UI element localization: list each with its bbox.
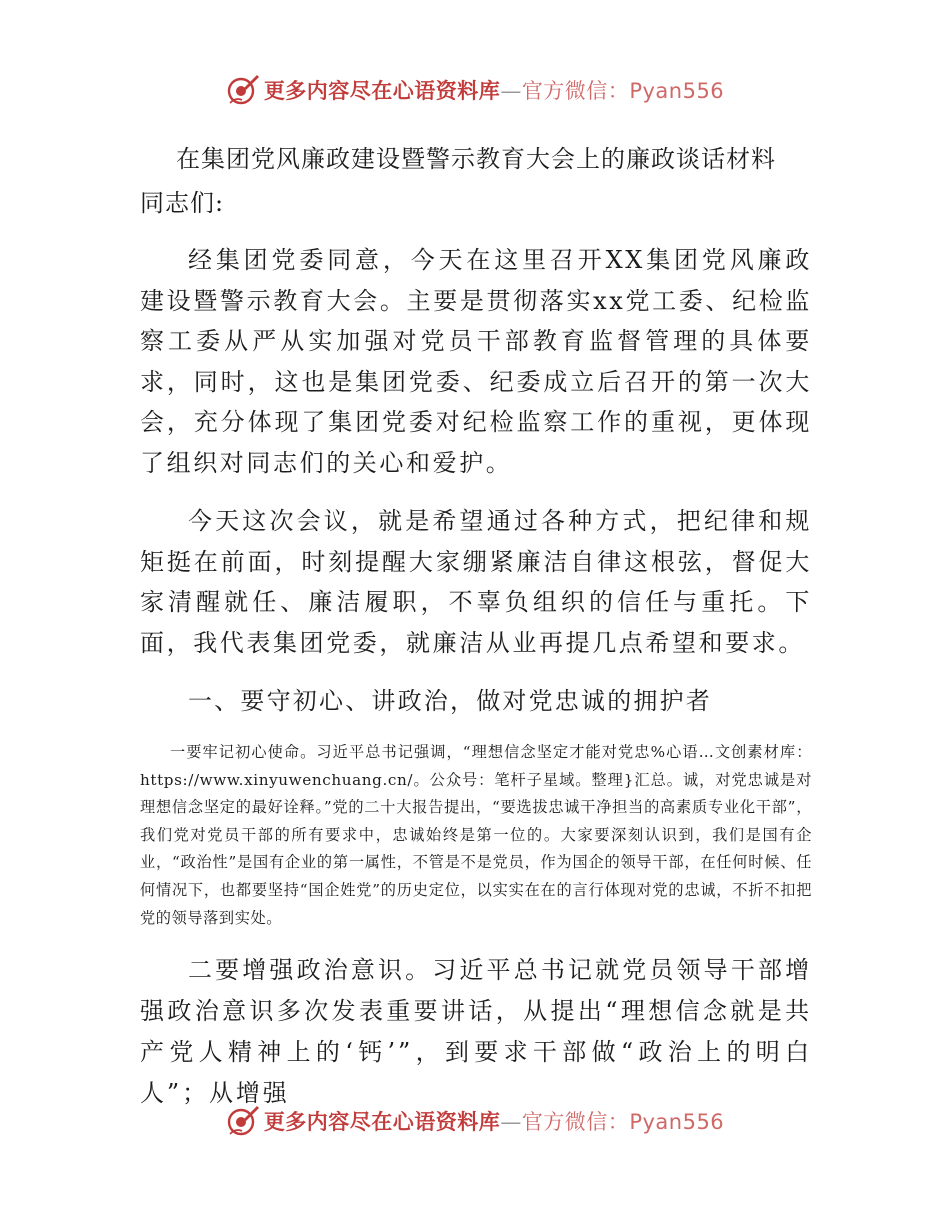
header-banner-text	[264, 75, 724, 105]
paragraph-1: 经集团党委同意，今天在这里召开XX集团党风廉政建设暨警示教育大会。主要是贯彻落实xx党工委、纪检监察工委从严从实加强对党员干部教育监督管理的具体要求，同时，这也是集团党委、纪委成立后召开的第一次大会，充分体现了集团党委对纪检监察工作的重视，更体现了组织对同志们的关心和爱护。	[140, 246, 812, 477]
section-heading-1: 一、要守初心、讲政治，做对党忠诚的拥护者	[188, 687, 712, 715]
document-title: 在集团党风廉政建设暨警示教育大会上的廉政谈话材料	[176, 145, 776, 173]
banner-dash: —	[500, 1110, 522, 1134]
banner-main-text: 更多内容尽在心语资料库	[263, 79, 501, 103]
paragraph-4: 二要增强政治意识。习近平总书记就党员领导干部增强政治意识多次发表重要讲话，从提出“理想信念就是共产党人精神上的‘钙’”，到要求干部做“政治上的明白人”；从增强	[140, 956, 812, 1108]
paragraph-2: 今天这次会议，就是希望通过各种方式，把纪律和规矩挺在前面，时刻提醒大家绷紧廉洁自律这根弦，督促大家清醒就任、廉洁履职，不辜负组织的信任与重托。下面，我代表集团党委，就廉洁从业再提几点希望和要求。	[140, 507, 812, 657]
banner-dash: —	[500, 79, 522, 103]
banner-contact-label: 官方微信：	[521, 79, 630, 103]
banner-contact-id: Pyan556	[629, 1110, 725, 1134]
banner-contact-label: 官方微信：	[521, 1110, 630, 1134]
header-banner	[0, 68, 950, 112]
footer-banner-text	[264, 1106, 724, 1136]
pen-logo-icon	[226, 1104, 260, 1138]
pen-logo-icon	[226, 73, 260, 107]
paragraph-3: 一要牢记初心使命。习近平总书记强调，“理想信念坚定才能对党忠%心语…文创素材库：https://www.xinyuwenchuang.cn/。公众号：笔杆子星域。整理}汇总。诚，对党忠诚是对理想信念坚定的最好诠释。”党的二十大报告提出，“要选拔忠诚干净担当的高素质专业化干部”，我们党对党员干部的所有要求中，忠诚始终是第一位的。大家要深刻认识到，我们是国有企业，“政治性”是国有企业的第一属性，不管是不是党员，作为国企的领导干部，在任何时候、任何情况下，也都要坚持“国企姓党”的历史定位，以实实在在的言行体现对党的忠诚，不折不扣把党的领导落到实处。	[140, 743, 812, 927]
banner-contact-id: Pyan556	[629, 79, 725, 103]
salutation: 同志们:	[140, 189, 225, 217]
banner-main-text: 更多内容尽在心语资料库	[263, 1110, 501, 1134]
footer-banner	[0, 1099, 950, 1143]
document-body	[140, 134, 812, 1132]
